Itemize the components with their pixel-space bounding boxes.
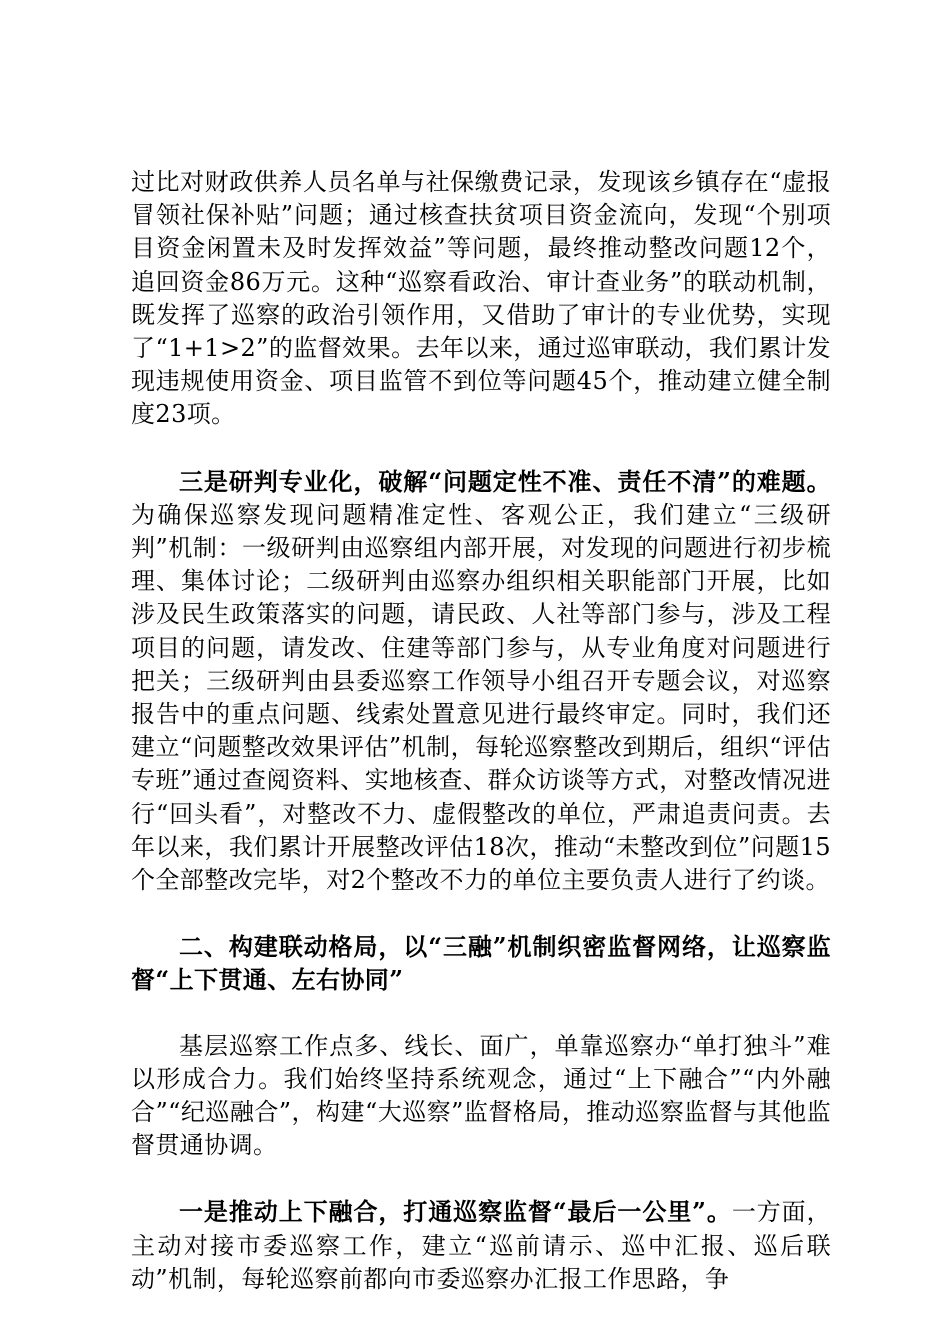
paragraph-upper-lower-integration <box>131 1195 831 1296</box>
document-page <box>131 166 831 1296</box>
paragraph-research-specialization <box>131 465 831 898</box>
paragraph-lead-sentence: 一是推动上下融合，打通巡察监督“最后一公里”。 <box>179 1197 732 1227</box>
paragraph-section-intro: 基层巡察工作点多、线长、面广，单靠巡察办“单打独斗”难以形成合力。我们始终坚持系统观念，通过“上下融合”“内外融合”“纪巡融合”，构建“大巡察”监督格局，推动巡察监督与其他监督贯通协调。 <box>131 1031 831 1160</box>
paragraph-lead-sentence: 三是研判专业化，破解“问题定性不准、责任不清”的难题。 <box>179 466 831 496</box>
paragraph-body: 一方面，主动对接市委巡察工作，建立“巡前请示、巡中汇报、巡后联动”机制，每轮巡察前都向市委巡察办汇报工作思路，争 <box>131 1198 831 1293</box>
section-heading: 二、构建联动格局，以“三融”机制织密监督网络，让巡察监督“上下贯通、左右协同” <box>131 932 831 995</box>
paragraph-continuation: 过比对财政供养人员名单与社保缴费记录，发现该乡镇存在“虚报冒领社保补贴”问题；通过核查扶贫项目资金流向，发现“个别项目资金闲置未及时发挥效益”等问题，最终推动整改问题12个，追回资金86万元。这种“巡察看政治、审计查业务”的联动机制，既发挥了巡察的政治引领作用，又借助了审计的专业优势，实现了“1+1>2”的监督效果。去年以来，通过巡审联动，我们累计发现违规使用资金、项目监管不到位等问题45个，推动建立健全制度23项。 <box>131 168 831 429</box>
paragraph-body: 为确保巡察发现问题精准定性、客观公正，我们建立“三级研判”机制：一级研判由巡察组内部开展，对发现的问题进行初步梳理、集体讨论；二级研判由巡察办组织相关职能部门开展，比如涉及民生政策落实的问题，请民政、人社等部门参与，涉及工程项目的问题，请发改、住建等部门参与，从专业角度对问题进行把关；三级研判由县委巡察工作领导小组召开专题会议，对巡察报告中的重点问题、线索处置意见进行最终审定。同时，我们还建立“问题整改效果评估”机制，每轮巡察整改到期后，组织“评估专班”通过查阅资料、实地核查、群众访谈等方式，对整改情况进行“回头看”，对整改不力、虚假整改的单位，严肃追责问责。去年以来，我们累计开展整改评估18次，推动“未整改到位”问题15个全部整改完毕，对2个整改不力的单位主要负责人进行了约谈。 <box>131 500 831 895</box>
